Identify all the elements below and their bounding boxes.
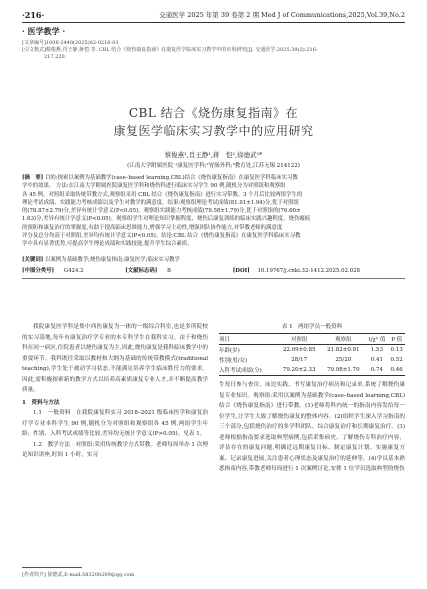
general-info-paragraph: 1.1 一般资料 在我院康复科实习 2018–2021 级临床医学和康复治疗学专业本科学生 90 例,随机分为对照组和观察组各 45 例,两组学生年龄、性别、入科考试成绩等比较,差异均无统计学意义(P>0.05)。见表 1。: [22, 410, 208, 437]
page-number: ·216·: [22, 10, 45, 20]
table-cell: 0.13: [390, 347, 403, 353]
authors: 蔡俊燕¹,肖王静¹,蒋 恺²,徐德武¹*: [164, 151, 263, 159]
section-heading: 1 资料与方法: [22, 399, 60, 406]
table-cell: 0.52: [390, 357, 403, 363]
table-row: [219, 355, 405, 365]
table-cell: 0.74: [370, 367, 384, 373]
table-header-row: [219, 334, 405, 345]
table-cell: 79.20±2.33: [282, 367, 316, 373]
footnote-rule: [22, 567, 82, 568]
abstract: [22, 174, 405, 249]
table-cell: 0.41: [370, 357, 384, 363]
doc-code-value: B: [167, 268, 171, 274]
table-header: 观察组: [335, 337, 352, 343]
header-rule: [22, 22, 405, 23]
abstract-rule: [22, 278, 405, 279]
table-cell: 25/20: [335, 357, 352, 363]
table-cell: 年龄(岁): [219, 348, 240, 354]
abstract-line: 各 45 例。对照组采取传统带教方式,观察组采用 CBL 结合《烧伤康复指南》进行实习带教。3 个月后比较两组学生的: [22, 191, 303, 198]
table-header: t/χ² 值: [368, 337, 386, 343]
abstract-line: 学中具有显著优势,可提高学生理论成绩和实践技能,提升学生综合素质。: [22, 241, 193, 248]
body-left-column: [22, 322, 208, 461]
doi-label: [DOI]: [232, 268, 250, 274]
title-line-1: CBL 结合《烧伤康复指南》在: [128, 106, 299, 120]
doc-code-label: [文献标志码]: [125, 268, 158, 274]
table-cell: 入科考试成绩(分): [219, 368, 262, 374]
citation-format: [引文格式]蔡俊燕,肖王静,蒋恺,等. CBL 结合《烧伤康复指南》在康复医学临床实习教学中的应用研究[J]. 交通医学,2025,39(2):216–: [22, 47, 319, 53]
keywords-label: [关键词]: [22, 257, 44, 263]
table-header: P 值: [391, 337, 403, 343]
table-cell: 1.53: [370, 347, 384, 353]
author-footnote: [作者简介] 徐德武,E-mail:583208209@qq.com: [22, 572, 135, 578]
citation-format-cont: 217,220.: [44, 54, 67, 60]
section-label: · 医学教学 ·: [22, 26, 66, 36]
clc-value: G424.2: [63, 268, 84, 274]
table-row: [219, 365, 405, 376]
abstract-line: 的预防和康复治疗的掌握度,有助于提高临床思维能力,增强学习主动性,增强团队协作能力,对带教老师的满意度: [22, 224, 283, 231]
abstract-line: 的(78.87±2.79)分,差异有统计学意义(P<0.05)。观察组实践能力考核成绩(79.58±1.79)分,优于对照组的(76.60±: [22, 208, 301, 215]
intro-paragraph: 我院康复医学科是集中西医康复为一体的一级综合科室,也是多所院校的实习基地,每年有康复治疗学专业的本专科学生在我科实习。由于和烧伤科在同一病区,住院患者以烧伤康复为主,因此,烧伤康复是我科临床教学中的重要环节。我科既往采取以教材和大纲为基础的传统带教模式(traditional teaching),学生处于被动学习状态,不能满足培养学生临床胜任力的要求。因此,需积极探索新的教学方式以培养高素质康复专业人才,并不断提高教学质量。: [22, 324, 208, 393]
abstract-line: 学中的效果。 方法:在江南大学附属医院康复医学科和烧伤科进行临床实习学生 90 例,随机分为对照组和观察组: [22, 183, 286, 190]
classification-row: [22, 266, 405, 274]
keywords: [22, 255, 180, 263]
body-right-column: [219, 380, 405, 475]
doi-value: 10.19767/j.cnki.32-1412.2025.02.028: [257, 268, 360, 274]
keywords-text: 以案例为基础教学;烧伤康复指南;康复医学;临床实习教学: [45, 257, 180, 263]
teaching-method-paragraph: 1.2 教学方法 对照组:采用传统教学方式带教。老师每周举办 1 次理论知识讲座,时间 1 小时。实习: [22, 441, 208, 458]
abstract-line: 理论考试成绩、实践能力考核成绩以及学生对教学的满意度。结果:观察组理论考试成绩(81.91±1.94)分,优于对照组: [22, 199, 299, 206]
clc-label: [中图分类号]: [22, 268, 55, 274]
affiliation: (江南大学附属医院 ¹康复医学科;²胃肠外科;³教育处,江苏无锡 214122): [127, 163, 300, 169]
table-cell: 22.09±0.85: [282, 347, 316, 353]
method-paragraph-cont: 生每日参与查房、床边实践、书写康复治疗病历和记录单,系统了解烧伤康复专业知识。观察组:采用以案例为基础教学(case–based learning,CBL)结合《烧伤康复指南》进行带教。(1)老师将科内统一的指南内容发给每一位学生,让学生大致了解烧伤康复的整体内容。(2)组织学生深入学习指南的三个部分,包括烧伤治疗的多学科团队、综合康复治疗和长期康复治疗。(3)老师根据指南要求选取典型病例,包括采集病史、了解烧伤专科治疗内容、评估存在的康复问题,明确近远期康复目标、制定康复计划、实施康复方案、记录康复进展,关注患者心理状态及康复治疗的延伸等。(4)学员基本熟悉指南内容,带教老师每周进行 1 次案例讨论,安排 1 位学员选取典型的烧伤: [219, 382, 405, 472]
table-cell: 0.46: [390, 367, 403, 373]
table-cell: 28/17: [291, 357, 308, 363]
data-table: [219, 333, 405, 376]
table-title: 表 1 两组学员一般资料: [281, 324, 343, 330]
title-line-2: 康复医学临床实习教学中的应用研究: [113, 124, 314, 138]
table-header: 对照组: [290, 337, 308, 343]
table-cell: 79.98±1.70: [327, 367, 360, 373]
abstract-line: 评分及总分均高于对照组,差异均有统计学意义(P<0.05)。结论:CBL 结合《烧伤康复指南》在康复医学科临床实习教: [22, 233, 301, 240]
table-1: [219, 322, 405, 376]
journal-header: 交通医学 2025 年第 39 卷第 2 期 Med J of Communications,2025,Vol.39,No.2: [159, 11, 405, 19]
abstract-line: 1.63)分,差异有统计学意义(P<0.05)。观察组学生对理论知识掌握程度、烧伤后康复训练的临床实践兴趣程度、烧伤瘢痕: [22, 216, 311, 223]
table-header: 项目: [219, 337, 231, 343]
table-cell: 性别(男/女): [219, 358, 248, 364]
abstract-line: 目的:探索以案例为基础教学(case–based learning,CBL)结合《烧伤康复指南》在康复医学科临床实习教: [43, 175, 298, 181]
table-cell: 21.82±0.81: [327, 347, 360, 353]
table-row: [219, 345, 405, 356]
abstract-label: [摘 要]: [22, 175, 44, 181]
article-id: [文章编号]1006-2440(2025)02-0216-03: [22, 40, 119, 46]
